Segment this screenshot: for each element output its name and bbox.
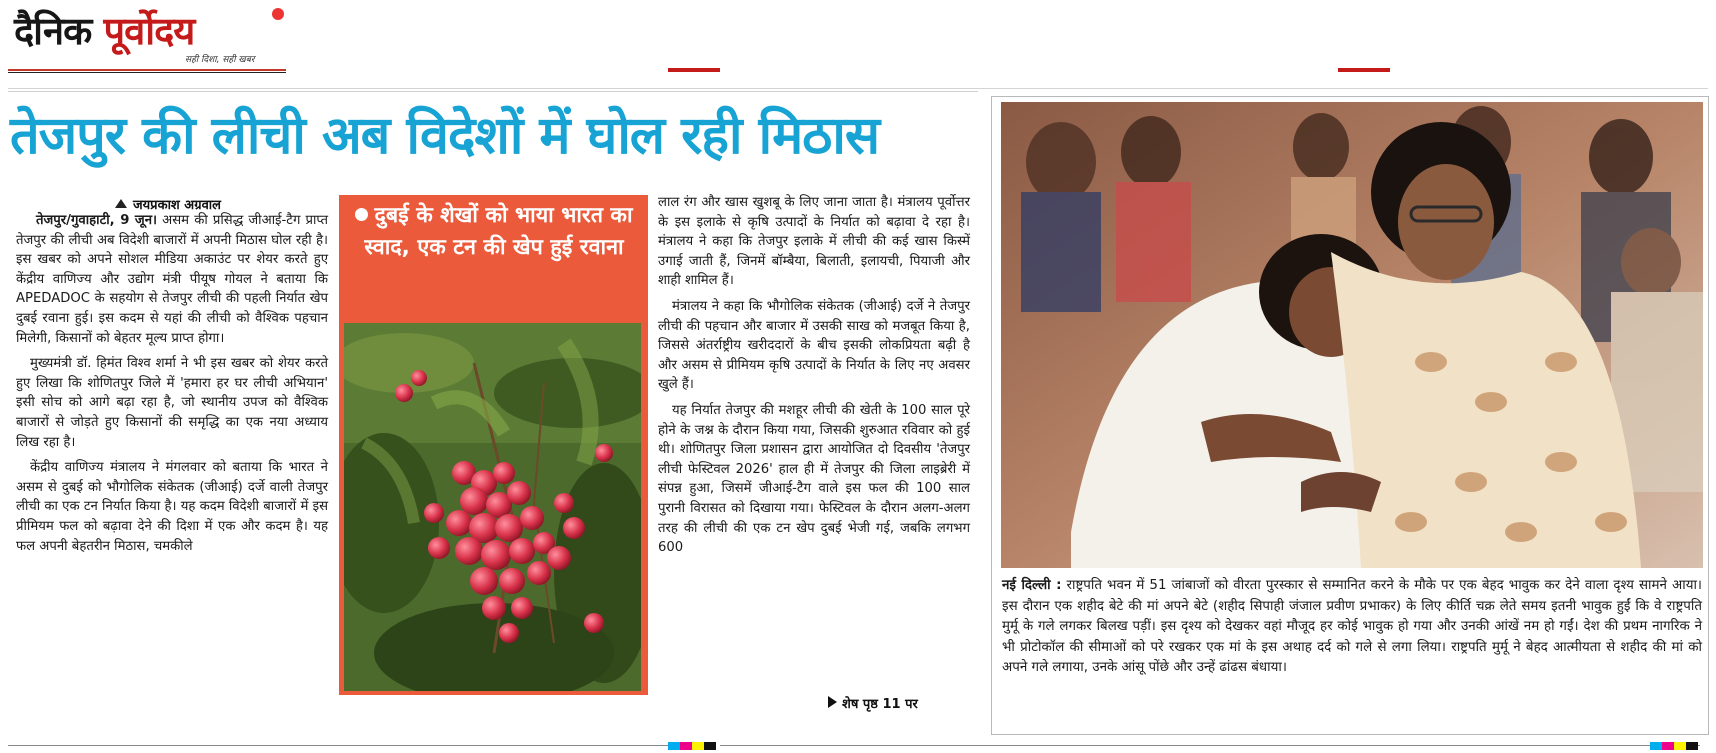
logo-text-dainik: दैनिक xyxy=(14,8,104,53)
registration-mark-yellow xyxy=(692,742,704,750)
registration-mark-cyan xyxy=(668,742,680,750)
crop-line xyxy=(720,745,1700,746)
caption-dateline: नई दिल्ली : xyxy=(1002,578,1062,593)
story-column-1 xyxy=(16,211,328,556)
masthead-mark xyxy=(1338,68,1390,72)
registration-mark-black xyxy=(1686,742,1698,750)
continued-on-page[interactable] xyxy=(828,694,918,712)
registration-mark-black xyxy=(704,742,716,750)
story-paragraph: यह निर्यात तेजपुर की मशहूर लीची की खेती के 100 साल पूरे होने के जश्न के दौरान किया गया, जिसकी शुरुआत रविवार को हुई थी। शोणितपुर जिला प्रशासन द्वारा आयोजित दो दिवसीय 'तेजपुर लीची फेस्टिवल 2026' हाल ही में तेजपुर की जिला लाइब्रेरी में संपन्न हुआ, जिसमें जीआई-टैग वाले इस फल की 100 साल पुरानी विरासत को दिखाया गया। फेस्टिवल के दौरान अलग-अलग तरह की लीची की एक टन खेप दुबई भेजी गई, जबकि लगभग 600 xyxy=(658,402,970,556)
lychee-photo xyxy=(344,323,641,691)
logo-tagline: सही दिशा, सही खबर xyxy=(185,55,255,65)
registration-mark-yellow xyxy=(1674,742,1686,750)
lychee-photo-image xyxy=(344,323,641,691)
byline-author: जयप्रकाश अग्रवाल xyxy=(133,198,221,213)
masthead-rule-red xyxy=(8,69,286,71)
page-rule xyxy=(8,88,1708,89)
continued-label: शेष पृष्ठ 11 पर xyxy=(842,697,918,712)
story-paragraph: केंद्रीय वाणिज्य मंत्रालय ने मंगलवार को बताया कि भारत ने असम से दुबई को भौगोलिक संकेतक (जीआई) दर्जे वाली तेजपुर लीची का एक टन निर्यात किया है। यह कदम विदेशी बाजारों में इस प्रीमियम फल को बढ़ावा देने की दिशा में एक और कदम है। यह फल अपनी बेहतरीन मिठास, चमकीले xyxy=(16,460,328,554)
logo-text-purvoday: पूर्वोदय xyxy=(103,8,195,53)
award-ceremony-photo xyxy=(1001,102,1703,568)
byline-triangle-icon xyxy=(115,199,127,208)
sidebar-headline-text: दुबई के शेखों को भाया भारत का स्वाद, एक टन की खेप हुई रवाना xyxy=(364,203,633,260)
sidebar-headline xyxy=(348,200,640,264)
award-ceremony-image xyxy=(1001,102,1703,568)
story-headline: तेजपुर की लीची अब विदेशों में घोल रही मिठास xyxy=(10,106,880,166)
bullet-icon xyxy=(355,208,368,221)
story-paragraph: मंत्रालय ने कहा कि भौगोलिक संकेतक (जीआई) दर्जे ने तेजपुर लीची की पहचान और बाजार में उसकी साख को मजबूत किया है, जिससे अंतर्राष्ट्रीय खरीददारों के बीच इसकी लोकप्रियता बढ़ी है और असम से प्रीमियम कृषि उत्पादों के निर्यात के लिए नए अवसर खुले हैं। xyxy=(658,298,970,393)
caption-text: राष्ट्रपति भवन में 51 जांबाजों को वीरता पुरस्कार से सम्मानित करने के मौके पर एक बेहद भावुक कर देने वाला दृश्य सामने आया। इस दौरान एक शहीद बेटे की मां अपने बेटे (शहीद सिपाही जंजाल प्रवीण प्रभाकर) के लिए कीर्ति चक्र लेते समय इतनी भावुक हुईं कि वे राष्ट्रपति मुर्मू के गले लगकर बिलख पड़ीं। इस दृश्य को देखकर वहां मौजूद हर कोई भावुक हो गया और उनकी आंखें नम हो गईं। देश की प्रथम नागरिक ने भी प्रोटोकॉल की सीमाओं को परे रखकर एक मां के इस अथाह दर्द को गले से लगा लिया। राष्ट्रपति मुर्मू ने बेहद आत्मीयता से शहीद की मां को अपने गले लगाया, उनके आंसू पोंछे और उन्हें ढांढस बंधाया। xyxy=(1002,578,1703,675)
photo-caption xyxy=(1002,576,1702,679)
arrow-right-icon xyxy=(828,696,837,708)
story-paragraph xyxy=(16,211,328,348)
newspaper-logo xyxy=(14,4,194,56)
masthead-rule-black xyxy=(8,72,286,73)
masthead-mark xyxy=(668,68,720,72)
registration-mark-cyan xyxy=(1650,742,1662,750)
story-column-3 xyxy=(658,193,970,558)
story-paragraph: मुख्यमंत्री डॉ. हिमंत विश्व शर्मा ने भी इस खबर को शेयर करते हुए लिखा कि शोणितपुर जिले में 'हमारा हर घर लीची अभियान' इसी सोच को आगे बढ़ा रहा है, जो स्थानीय उपज को वैश्विक बाजारों से जोड़ते हुए किसानों की समृद्धि का एक नया अध्याय लिख रहा है। xyxy=(16,356,328,450)
logo-dot-icon xyxy=(272,8,284,20)
story-paragraph: लाल रंग और खास खुशबू के लिए जाना जाता है। मंत्रालय पूर्वोत्तर के इस इलाके से कृषि उत्पादों के निर्यात को बढ़ावा दे रहा है। मंत्रालय ने कहा कि तेजपुर इलाके में लीची की कई खास किस्में उगाई जाती हैं, जिनमें बॉम्बैया, बिलाती, इलायची, पियाजी और शाही शामिल हैं। xyxy=(658,195,970,289)
registration-mark-magenta xyxy=(1662,742,1674,750)
dateline: तेजपुर/गुवाहाटी, 9 जून। xyxy=(36,213,158,228)
paragraph-text: असम की प्रसिद्ध जीआई-टैग प्राप्त तेजपुर की लीची अब विदेशी बाजारों में अपनी मिठास घोल रही है। इस खबर को अपने सोशल मीडिया अकाउंट पर शेयर करते हुए केंद्रीय वाणिज्य और उद्योग मंत्री पीयूष गोयल ने बताया कि APEDADOC के सहयोग से तेजपुर लीची की पहली निर्यात खेप दुबई रवाना हुई। इस कदम से यहां की लीची को वैश्विक पहचान मिलेगी, किसानों को बेहतर मूल्य प्राप्त होगा। xyxy=(16,213,329,346)
registration-mark-magenta xyxy=(680,742,692,750)
crop-line xyxy=(8,745,668,746)
